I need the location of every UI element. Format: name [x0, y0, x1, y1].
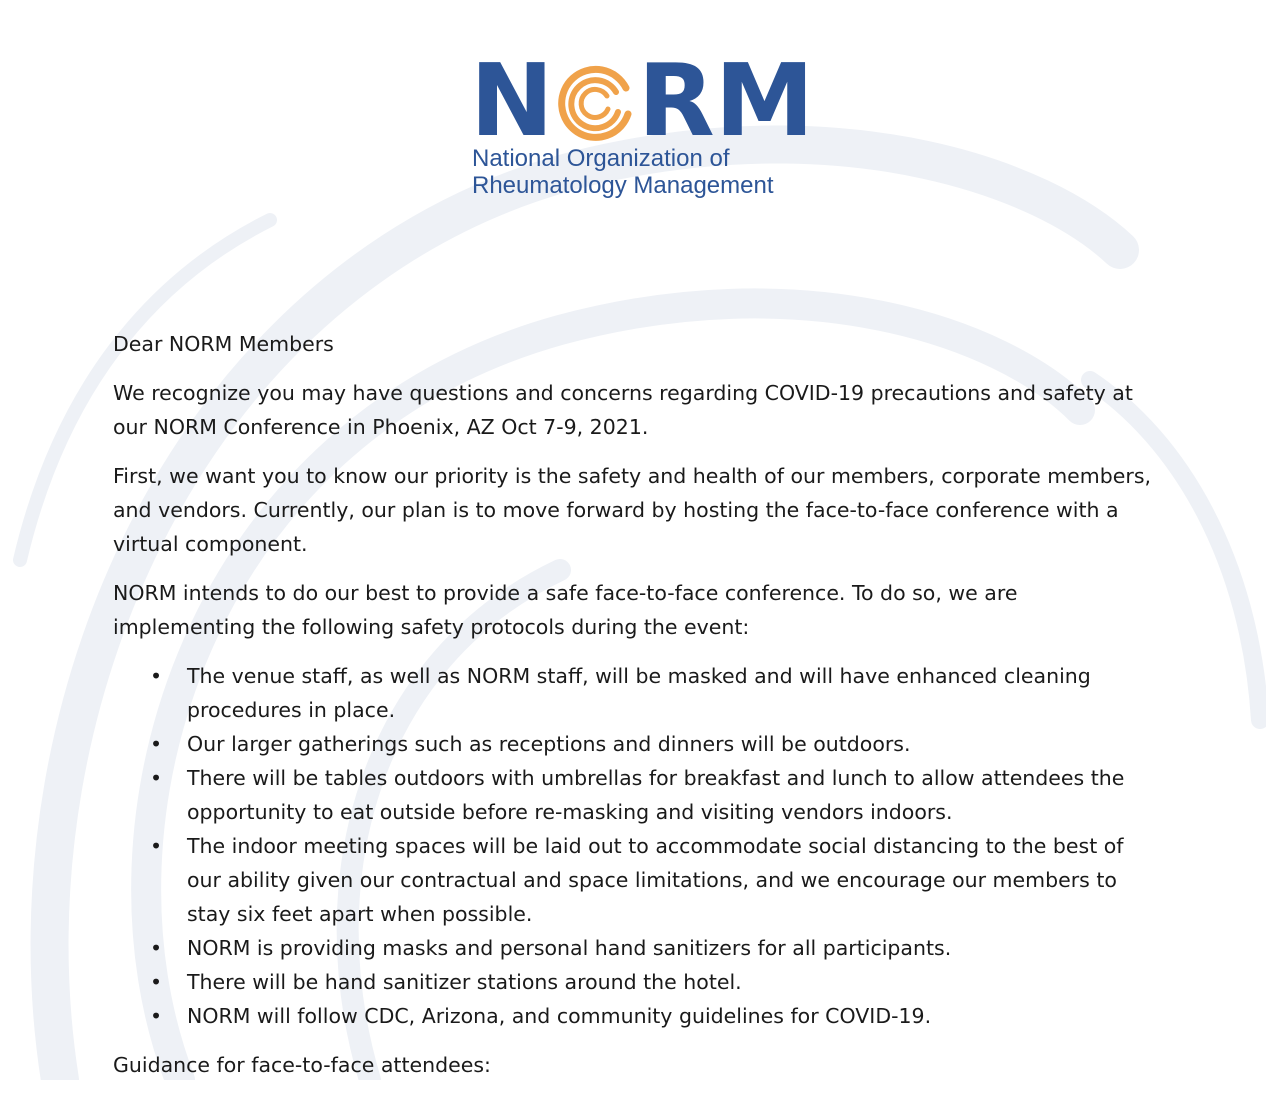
list-item	[113, 761, 1153, 829]
list-item-text: Our larger gatherings such as receptions and dinners will be outdoors.	[187, 732, 911, 756]
norm-logo	[470, 42, 815, 202]
guidance-heading: Guidance for face-to-face attendees:	[113, 1053, 491, 1077]
logo-letter-n: N	[470, 42, 554, 159]
logo-swirl-icon	[556, 62, 636, 142]
paragraph-protocols-intro: NORM intends to do our best to provide a safe face-to-face conference. To do so, we are implementing the following safety protocols during the event:	[113, 581, 1018, 639]
bullet-icon: •	[150, 664, 163, 688]
list-item-text: NORM will follow CDC, Arizona, and community guidelines for COVID-19.	[187, 1004, 932, 1028]
paragraph-priority: First, we want you to know our priority is the safety and health of our members, corporate members, and vendors. Currently, our plan is to move forward by hosting the face-to-face conference with a virtual component.	[113, 464, 1152, 556]
list-item	[113, 999, 1153, 1033]
list-item	[113, 659, 1153, 727]
list-item-text: The indoor meeting spaces will be laid out to accommodate social distancing to the best of our ability given our contractual and space limitations, and we encourage our members to stay six feet apart when possible.	[187, 834, 1124, 926]
list-item-text: There will be tables outdoors with umbrellas for breakfast and lunch to allow attendees the opportunity to eat outside before re-masking and visiting vendors indoors.	[187, 766, 1125, 824]
greeting: Dear NORM Members	[113, 332, 334, 356]
list-item-text: The venue staff, as well as NORM staff, will be masked and will have enhanced cleaning procedures in place.	[187, 664, 1091, 722]
list-item-text: There will be hand sanitizer stations around the hotel.	[187, 970, 742, 994]
logo-letters-rm: RM	[637, 42, 815, 159]
bullet-icon: •	[150, 766, 163, 790]
list-item	[113, 727, 1153, 761]
bullet-icon: •	[150, 1004, 163, 1028]
logo-tagline-line1: National Organization of	[472, 145, 730, 172]
bullet-icon: •	[150, 834, 163, 858]
list-item-text: NORM is providing masks and personal hand sanitizers for all participants.	[187, 936, 952, 960]
bullet-icon: •	[150, 936, 163, 960]
safety-protocols-list	[113, 659, 1153, 1033]
letter-body	[113, 327, 1153, 1097]
bullet-icon: •	[150, 970, 163, 994]
list-item	[113, 829, 1153, 931]
list-item	[113, 965, 1153, 999]
logo-tagline-line2: Rheumatology Management	[472, 172, 774, 199]
bullet-icon: •	[150, 732, 163, 756]
list-item	[113, 931, 1153, 965]
paragraph-intro: We recognize you may have questions and concerns regarding COVID-19 precautions and safety at our NORM Conference in Phoenix, AZ Oct 7-9, 2021.	[113, 381, 1133, 439]
